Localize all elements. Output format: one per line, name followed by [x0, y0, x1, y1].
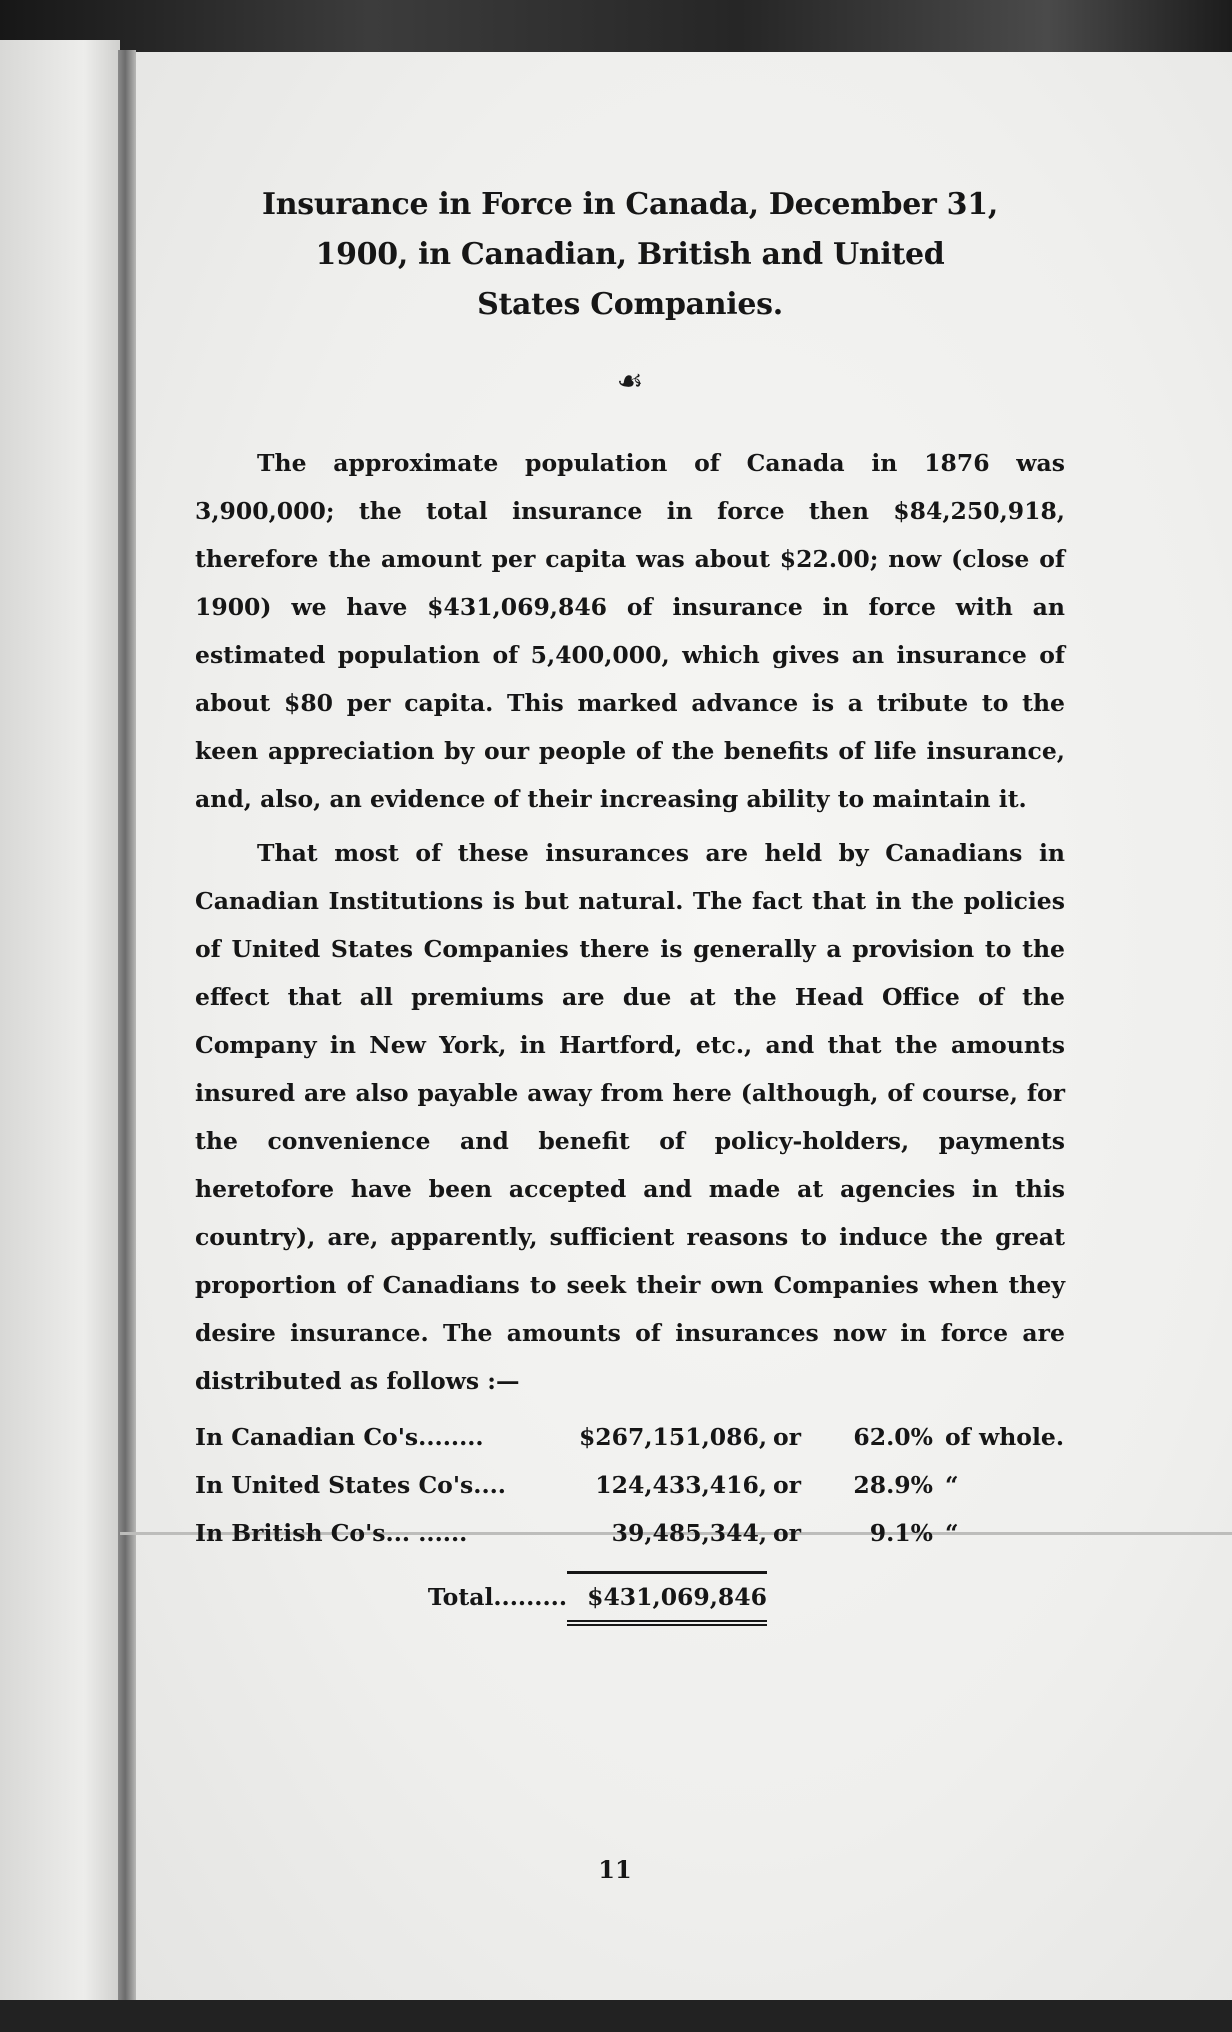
- page-content: [195, 180, 1065, 1623]
- row-or: or: [773, 1471, 802, 1499]
- row-tail: “: [945, 1519, 959, 1547]
- distribution-total-row: [195, 1571, 1065, 1623]
- title-line-2: 1900, in Canadian, British and United: [315, 237, 945, 272]
- title-line-1: Insurance in Force in Canada, December 31,: [262, 187, 998, 222]
- row-percent: 28.9%: [853, 1471, 933, 1499]
- fleuron-ornament: ☙: [616, 364, 644, 399]
- row-label: In British Co's... ......: [195, 1519, 468, 1547]
- total-label: Total.........: [427, 1583, 567, 1611]
- distribution-row-canadian: [195, 1413, 1065, 1461]
- book-spine: [118, 50, 136, 2010]
- distribution-table: [195, 1413, 1065, 1623]
- row-label: In Canadian Co's........: [195, 1423, 484, 1451]
- row-amount: 124,433,416,: [595, 1471, 767, 1499]
- distribution-row-british: [195, 1509, 1065, 1557]
- row-or: or: [773, 1519, 802, 1547]
- paragraph-2: That most of these insurances are held by Canadians in Canadian Institutions is but natural. The fact that in the policies of United States Companies there is generally a provision to the effect that all premiums are due at the Head Office of the Company in New York, in Hartford, etc., and that the amounts insured are also payable away from here (although, of course, for the convenience and benefit of policy-holders, payments heretofore have been accepted and made at agencies in this country), are, apparently, sufficient reasons to induce the great proportion of Canadians to seek their own Companies when they desire insurance. The amounts of insurances now in force are distributed as follows :—: [195, 839, 1065, 1395]
- row-percent: 9.1%: [869, 1519, 933, 1547]
- row-tail: of whole.: [945, 1423, 1065, 1451]
- distribution-row-united-states: [195, 1461, 1065, 1509]
- paragraph-1: The approximate population of Canada in 1876 was 3,900,000; the total insurance in force then $84,250,918, therefore the amount per capita was about $22.00; now (close of 1900) we have $431,069,846 of insurance in force with an estimated population of 5,400,000, which gives an insurance of about $80 per capita. This marked advance is a tribute to the keen appreciation by our people of the benefits of life insurance, and, also, an evidence of their increasing ability to maintain it.: [195, 449, 1065, 813]
- row-percent: 62.0%: [853, 1423, 933, 1451]
- page-number: 11: [598, 1855, 632, 1884]
- row-or: or: [773, 1423, 802, 1451]
- facing-page-edge: [0, 40, 120, 2000]
- total-amount: $431,069,846: [567, 1571, 767, 1626]
- row-amount: $267,151,086,: [578, 1423, 767, 1451]
- row-label: In United States Co's....: [195, 1471, 506, 1499]
- scan-top-edge: [0, 0, 1232, 60]
- title-line-3: States Companies.: [477, 287, 783, 322]
- row-tail: “: [945, 1471, 959, 1499]
- row-amount: 39,485,344,: [611, 1519, 767, 1547]
- page-title: [195, 180, 1065, 330]
- scan-bottom-edge: [0, 2000, 1232, 2032]
